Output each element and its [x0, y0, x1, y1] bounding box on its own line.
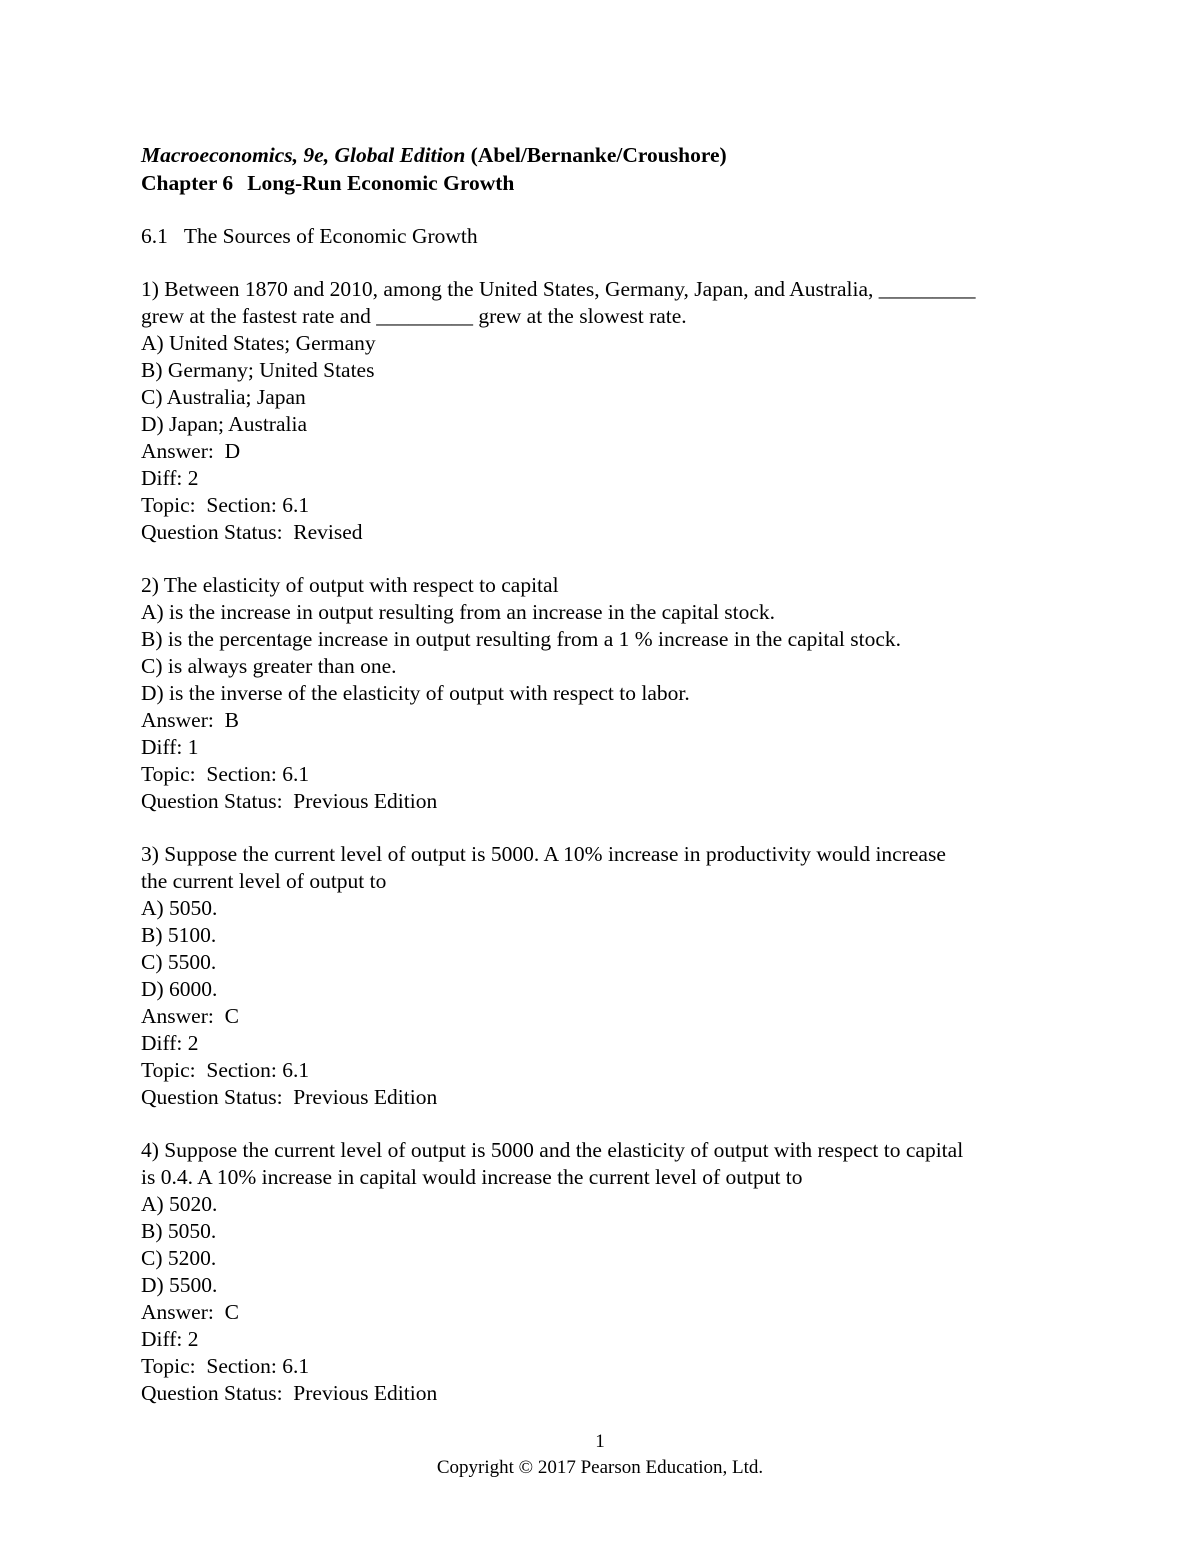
answer-option-b: B) 5100. [141, 923, 217, 947]
section-heading [141, 223, 1061, 250]
question-status: Question Status: Revised [141, 520, 363, 544]
book-authors: (Abel/Bernanke/Croushore) [470, 143, 727, 167]
chapter-title: Long-Run Economic Growth [247, 171, 515, 195]
answer-option-d: D) 5500. [141, 1273, 218, 1297]
difficulty: Diff: 2 [141, 1327, 199, 1351]
answer-option-c: C) 5200. [141, 1246, 217, 1270]
topic: Topic: Section: 6.1 [141, 493, 310, 517]
question-2 [141, 572, 1061, 815]
copyright-notice: Copyright © 2017 Pearson Education, Ltd. [436, 1457, 764, 1478]
answer-key: Answer: B [141, 708, 239, 732]
question-1 [141, 276, 1061, 546]
answer-key: Answer: D [141, 439, 241, 463]
difficulty: Diff: 1 [141, 735, 199, 759]
answer-option-a: A) United States; Germany [141, 331, 376, 355]
book-title-line [141, 141, 1061, 169]
topic: Topic: Section: 6.1 [141, 1058, 310, 1082]
answer-option-c: C) 5500. [141, 950, 217, 974]
answer-key: Answer: C [141, 1300, 239, 1324]
answer-option-a: A) 5020. [141, 1192, 218, 1216]
answer-option-c: C) Australia; Japan [141, 385, 306, 409]
question-4 [141, 1137, 1061, 1407]
question-stem-line: grew at the fastest rate and _________ grew at the slowest rate. [141, 304, 687, 328]
answer-option-d: D) Japan; Australia [141, 412, 307, 436]
question-stem-line: 4) Suppose the current level of output is 5000 and the elasticity of output with respect to capital [141, 1138, 964, 1162]
answer-option-a: A) is the increase in output resulting from an increase in the capital stock. [141, 600, 776, 624]
question-3 [141, 841, 1061, 1111]
answer-option-d: D) 6000. [141, 977, 218, 1001]
page-number: 1 [595, 1431, 605, 1452]
question-stem-line: the current level of output to [141, 869, 387, 893]
answer-option-b: B) Germany; United States [141, 358, 375, 382]
question-stem-line: 1) Between 1870 and 2010, among the United States, Germany, Japan, and Australia, _________ [141, 277, 976, 301]
topic: Topic: Section: 6.1 [141, 1354, 310, 1378]
answer-option-c: C) is always greater than one. [141, 654, 397, 678]
question-status: Question Status: Previous Edition [141, 1381, 438, 1405]
section-number: 6.1 [141, 224, 168, 248]
section-title: The Sources of Economic Growth [183, 224, 478, 248]
question-stem-line: is 0.4. A 10% increase in capital would increase the current level of output to [141, 1165, 803, 1189]
answer-key: Answer: C [141, 1004, 239, 1028]
question-status: Question Status: Previous Edition [141, 1085, 438, 1109]
difficulty: Diff: 2 [141, 466, 199, 490]
question-stem-line: 3) Suppose the current level of output is 5000. A 10% increase in productivity would increase [141, 842, 946, 866]
answer-option-b: B) 5050. [141, 1219, 217, 1243]
answer-option-d: D) is the inverse of the elasticity of output with respect to labor. [141, 681, 690, 705]
topic: Topic: Section: 6.1 [141, 762, 310, 786]
question-stem-line: 2) The elasticity of output with respect to capital [141, 573, 559, 597]
chapter-heading [141, 169, 1061, 197]
difficulty: Diff: 2 [141, 1031, 199, 1055]
question-status: Question Status: Previous Edition [141, 789, 438, 813]
answer-option-a: A) 5050. [141, 896, 218, 920]
book-title: Macroeconomics, 9e, Global Edition [141, 143, 466, 167]
answer-option-b: B) is the percentage increase in output resulting from a 1 % increase in the capital stock. [141, 627, 901, 651]
chapter-label: Chapter 6 [141, 171, 234, 195]
document-page [141, 141, 1061, 1407]
